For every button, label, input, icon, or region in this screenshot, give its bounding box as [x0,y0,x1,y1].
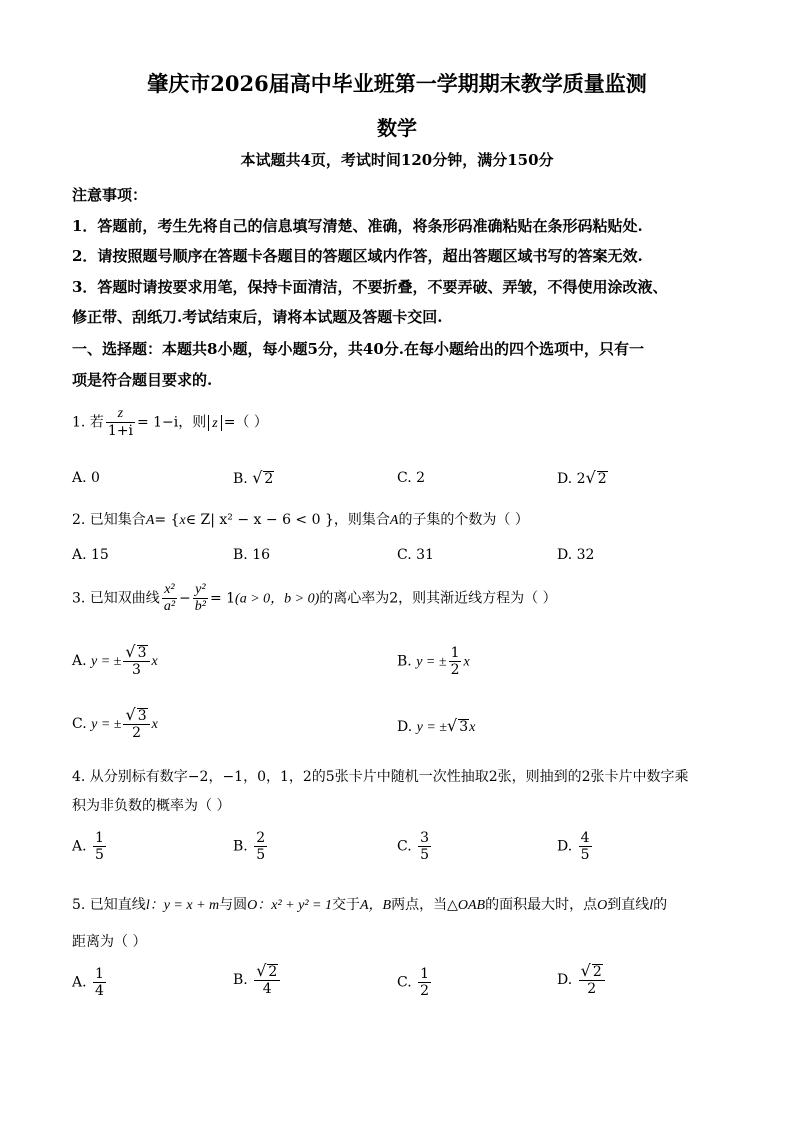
question-3 [72,582,557,615]
q3-c-lhs: y = ± [91,716,122,732]
q4-b-label: B. [233,838,248,855]
q2-set-cond: | x² − x − 6 < 0 } [210,512,334,528]
q3-option-b [397,645,470,678]
question-1 [72,406,268,439]
q4-a-num: 1 [95,830,104,846]
q1-option-b [233,468,274,487]
q4-option-b [233,830,269,863]
q3-frac-x [162,582,177,615]
q2-set-var: x [179,513,186,528]
q3-c-var: x [151,716,158,732]
q3-eq: = 1 [209,590,236,607]
q3-b-label: B. [397,653,412,670]
note-2: 2．请按照题号顺序在答题卡各题目的答题区域内作答，超出答题区域书写的答案无效. [72,247,643,265]
q4-b-num: 2 [256,830,266,846]
q2-option-c: C. 31 [397,547,434,563]
q2-tail-b: 的子集的个数为（ ） [398,512,529,528]
q5-mid4: 到直线 [607,897,650,913]
q5-circle-eq: ：x² + y² = 1 [257,898,332,913]
q3-a-lhs: y = ± [91,653,122,669]
question-4-line2: 积为非负数的概率为（ ） [72,798,231,814]
q5-d-num-wrap [579,962,605,981]
q2-option-a: A. 15 [72,547,109,563]
q4-a-label: A. [72,838,87,855]
q5-d-den: 2 [587,981,597,998]
q3-f1-den: a² [163,599,176,615]
q3-c-num: 3 [137,708,147,724]
q3-d-var: x [469,720,476,735]
q5-d-radicand: 2 [592,964,602,980]
q2-set-in: ∈ Z [185,512,211,528]
q3-b-den: 2 [450,662,460,679]
q3-d-label: D. [397,719,413,735]
q1-d-coef: 2 [576,471,586,487]
q1-frac-num: z [106,406,135,423]
q5-line-l: l [145,898,150,913]
q1-rhs: = 1−i [136,414,179,431]
q4-b-frac [254,830,267,863]
q1-b-radicand: 2 [264,471,274,487]
question-4-line1: 4. 从分别标有数字−2，−1，0，1，2的5张卡片中随机一次性抽取2张，则抽到的2张卡片中数字乘 [72,769,689,785]
q1-prefix: 1. 若 [72,414,104,431]
q5-a-frac [93,966,106,999]
q5-b-radicand: 2 [268,964,278,980]
q4-c-label: C. [397,838,412,855]
note-3-line1: 3．答题时请按要求用笔，保持卡面清洁，不要折叠，不要弄破、弄皱，不得使用涂改液、 [72,278,668,296]
q1-b-label: B. [233,471,248,487]
q5-a-num: 1 [95,966,104,982]
q2-set-name: A [145,513,155,528]
q5-option-a [72,966,108,999]
q5-triangle: OAB [457,898,486,913]
q1-option-c: C. 2 [397,470,426,486]
q3-c-den: 2 [132,725,141,742]
q3-f2-den: b² [194,599,206,615]
q3-cond: (a > 0，b > 0) [235,591,320,607]
q4-c-den: 5 [420,847,430,864]
q5-a-den: 4 [95,983,104,1000]
q4-a-den: 5 [95,847,104,864]
q3-c-frac [123,706,149,741]
q5-b-label: B. [233,971,248,988]
q5-option-b [233,962,282,997]
q5-text-a: 5. 已知直线 [72,897,146,913]
q4-d-den: 5 [580,847,590,864]
q4-d-frac [579,830,592,863]
q1-frac-den: 1+i [107,423,133,440]
q3-b-var: x [463,654,470,670]
question-2 [72,509,529,529]
notes-heading: 注意事项： [72,186,148,204]
q1-abs-var: z [212,415,218,431]
q5-mid: 交于 [331,897,360,913]
question-5-line2: 距离为（ ） [72,934,147,950]
q5-d-label: D. [557,971,573,988]
q5-mid3: 的面积最大时，点 [485,897,598,913]
note-1: 1．答题前，考生先将自己的信息填写清楚、准确，将条形码准确粘贴在条形码粘贴处. [72,217,643,235]
q5-line-l2: l [649,898,654,913]
q5-point-o: O [597,898,608,913]
q2-tail-var: A [389,513,399,528]
q5-b-den: 4 [262,981,272,998]
q3-b-num: 1 [450,645,460,661]
q5-a-label: A. [72,974,87,991]
q2-option-d: D. 32 [557,547,595,563]
q3-a-num-wrap [123,643,149,662]
q3-tail: 的离心率为2，则其渐近线方程为（ ） [319,590,557,607]
q5-mid5: 的 [653,897,668,913]
sqrt-icon: √ [125,642,136,661]
sqrt-icon: √ [580,961,591,980]
q1-tail: =（ ） [223,414,268,431]
q1-d-label: D. [557,471,573,487]
q5-option-c [397,966,433,999]
q3-option-c [72,706,158,741]
q2-option-b: B. 16 [233,547,271,563]
q4-d-num: 4 [580,830,590,846]
q5-c-frac [418,966,431,999]
q5-line-eq: ：y = x + m [149,898,220,913]
q4-option-d [557,830,594,863]
sqrt-icon: √ [447,716,458,735]
q4-option-a [72,830,108,863]
q2-tail-a: ，则集合 [333,512,390,528]
q1-abs [208,415,221,431]
q1-option-a: A. 0 [72,470,100,486]
q4-b-den: 5 [256,847,266,864]
q3-a-var: x [151,653,158,669]
q3-c-label: C. [72,715,87,732]
q3-f2-num: y² [193,582,208,599]
q2-set-open: = { [154,512,180,528]
q4-d-label: D. [557,838,573,855]
sqrt-icon: √ [256,961,267,980]
exam-title: 肇庆市2026届高中毕业班第一学期期末教学质量监测 [147,71,647,96]
q3-frac-y [193,582,208,615]
q3-a-num: 3 [137,645,147,661]
q3-d-radicand: 3 [459,719,469,735]
subject-title: 数学 [377,116,417,140]
q3-a-frac [123,643,149,678]
q3-a-den: 3 [131,662,141,679]
q3-option-d [397,716,475,736]
q5-circle-pre: 与圆 [219,897,248,913]
q3-d-lhs: y = ± [416,720,447,735]
q5-points: A，B [359,898,392,913]
q3-f1-num: x² [162,582,177,599]
q4-c-num: 3 [420,830,430,846]
q5-option-d [557,962,607,997]
q4-option-c [397,830,433,863]
q5-mid2: 两点，当△ [391,897,458,913]
q3-c-num-wrap [123,706,149,725]
question-5-line1 [72,894,667,914]
q5-b-frac [254,962,280,997]
q5-circle-o: O [247,898,258,913]
q3-option-a [72,643,158,678]
q3-b-lhs: y = ± [416,654,447,670]
q3-minus: − [179,590,191,607]
q5-c-den: 2 [420,983,430,1000]
section-heading-line2: 项是符合题目要求的. [72,371,213,389]
sqrt-icon: √ [585,468,596,487]
q1-fraction [106,406,135,439]
exam-info: 本试题共4页，考试时间120分钟，满分150分 [240,151,554,169]
q1-mid: ，则 [178,414,207,431]
sqrt-icon: √ [125,705,136,724]
q4-a-frac [93,830,106,863]
q3-a-label: A. [72,652,87,669]
q5-c-num: 1 [420,966,430,982]
q4-c-frac [418,830,431,863]
q2-prefix: 2. 已知集合 [72,512,146,528]
q5-d-frac [579,962,605,997]
q5-b-num-wrap [254,962,280,981]
q1-option-d [557,468,608,487]
q3-prefix: 3. 已知双曲线 [72,590,160,607]
q5-c-label: C. [397,974,412,991]
note-3-line2: 修正带、刮纸刀.考试结束后，请将本试题及答题卡交回. [72,308,443,326]
q3-b-frac [449,645,462,678]
sqrt-icon: √ [252,468,263,487]
section-heading-line1: 一、选择题：本题共8小题，每小题5分，共40分.在每小题给出的四个选项中，只有一 [72,340,644,358]
q1-d-radicand: 2 [597,471,607,487]
